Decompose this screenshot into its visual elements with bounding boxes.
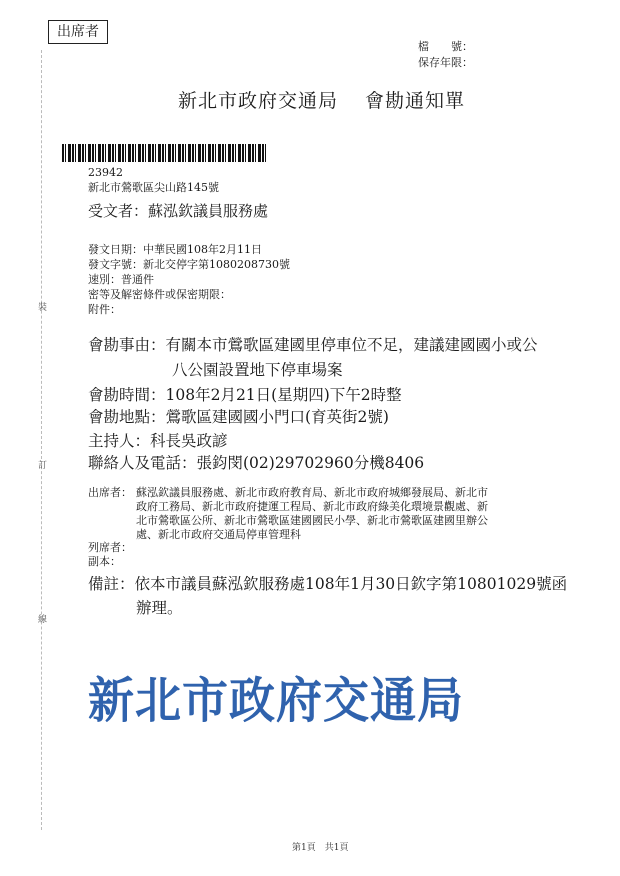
survey-reason: 會勘事由：有關本市鶯歌區建國里停車位不足，建議建國國小或公 (88, 336, 538, 354)
agency-stamp: 新北市政府交通局 (88, 671, 464, 729)
secrecy: 密等及解密條件或保密期限： (88, 288, 231, 301)
survey-time: 會勘時間：108年2月21日(星期四)下午2時整 (88, 386, 402, 404)
attendees-line: 處、新北市政府交通局停車管理科 (136, 528, 301, 541)
attendees-label: 出席者： (88, 486, 132, 499)
postal-code: 23942 (88, 166, 123, 179)
remark: 備註：依本市議員蘇泓欽服務處108年1月30日欽字第10801029號函 (88, 575, 568, 593)
attendees-line: 北市鶯歌區公所、新北市鶯歌區建國國民小學、新北市鶯歌區建國里辦公 (136, 514, 488, 527)
binding-mark: 線 (38, 615, 48, 625)
issue-number: 發文字號：新北交停字第1080208730號 (88, 258, 290, 271)
attendee-box-label: 出席者 (48, 20, 108, 44)
contact: 聯絡人及電話：張鈞閔(02)29702960分機8406 (88, 454, 425, 472)
issue-date: 發文日期：中華民國108年2月11日 (88, 243, 262, 256)
recipient: 受文者：蘇泓欽議員服務處 (88, 202, 269, 220)
attachment: 附件： (88, 303, 121, 316)
speed: 速別：普通件 (88, 273, 154, 286)
remark-cont: 辦理。 (136, 599, 183, 617)
page-footer: 第1頁 共1頁 (292, 843, 349, 853)
attendees-line: 蘇泓欽議員服務處、新北市政府教育局、新北市政府城鄉發展局、新北市 (136, 486, 488, 499)
host: 主持人：科長吳政諺 (88, 432, 228, 450)
file-number-label: 檔 號： (418, 40, 473, 53)
copy-to: 副本： (88, 555, 121, 568)
barcode (62, 144, 267, 162)
binding-line (41, 50, 43, 830)
binding-mark: 訂 (38, 461, 48, 471)
survey-reason-cont: 八公園設置地下停車場案 (172, 361, 343, 379)
address: 新北市鶯歌區尖山路145號 (88, 181, 219, 194)
attendees-line: 政府工務局、新北市政府捷運工程局、新北市政府綠美化環境景觀處、新 (136, 500, 488, 513)
binding-mark: 裝 (38, 303, 48, 313)
observers: 列席者： (88, 541, 132, 554)
document-title: 新北市政府交通局 會勘通知單 (178, 90, 466, 112)
survey-place: 會勘地點：鶯歌區建國國小門口(育英街2號) (88, 408, 389, 426)
retention-period-label: 保存年限： (418, 56, 473, 69)
